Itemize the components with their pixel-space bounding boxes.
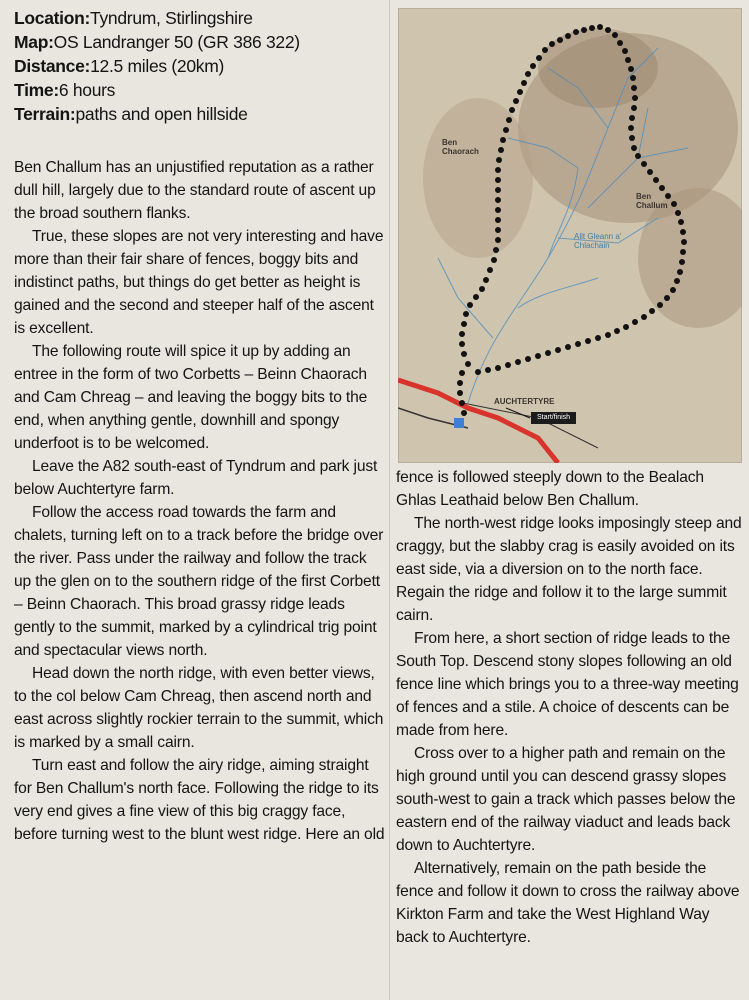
- fact-value: 12.5 miles (20km): [90, 56, 225, 76]
- route-map: [398, 8, 742, 463]
- right-column: [396, 466, 742, 996]
- fact-label: Location:: [14, 8, 91, 28]
- body-paragraph: Alternatively, remain on the path beside the fence and follow it down to cross the railway above Kirkton Farm and take the West Highland Way back to Auchtertyre.: [396, 860, 740, 946]
- route-facts: [14, 6, 386, 126]
- body-paragraph: True, these slopes are not very interesting and have more than their fair share of fences, boggy bits and indistinct paths, but things do get better as height is gained and the second and steeper half of the ascent is excellent.: [14, 228, 384, 337]
- fact-value: 6 hours: [58, 80, 116, 100]
- fact-value: OS Landranger 50 (GR 386 322): [53, 32, 300, 52]
- body-paragraph: Head down the north ridge, with even better views, to the col below Cam Chreag, then ascend north and east across slightly rockier terrain to the summit, which is marked by a small cairn.: [14, 665, 384, 751]
- fact-time: [14, 78, 386, 102]
- body-paragraph: Ben Challum has an unjustified reputation as a rather dull hill, largely due to the standard route of ascent up the broad southern flanks.: [14, 159, 376, 222]
- fact-distance: [14, 54, 386, 78]
- fact-map: [14, 30, 386, 54]
- fact-value: paths and open hillside: [75, 104, 248, 124]
- fact-value: Tyndrum, Stirlingshire: [90, 8, 253, 28]
- body-paragraph: Follow the access road towards the farm and chalets, turning left on to a track before the bridge over the river. Pass under the railway and follow the track up the glen on to the southern ridge of the first Corbett – Beinn Chaorach. This broad grassy ridge leads gently to the summit, marked by a cylindrical trig point and spectacular views north.: [14, 504, 384, 659]
- fact-location: [14, 6, 386, 30]
- body-paragraph: Turn east and follow the airy ridge, aiming straight for Ben Challum's north face. Following the ridge to its very end gives a fine view of this big craggy face, before turning west to the blunt west ridge. Here an old: [14, 757, 385, 843]
- map-label-ben-chaorach: Ben Chaorach: [442, 138, 479, 156]
- body-paragraph: Cross over to a higher path and remain on the high ground until you can descend grassy slopes south-west to gain a track which passes below the eastern end of the railway viaduct and leads back down to Auchtertyre.: [396, 745, 736, 854]
- left-column: [14, 6, 386, 996]
- map-label-auchtertyre: AUCHTERTYRE: [494, 397, 555, 406]
- route-map-graphic: [398, 8, 742, 463]
- column-divider: [389, 0, 390, 1000]
- map-label-ben-challum: Ben Challum: [636, 192, 668, 210]
- fact-label: Distance:: [14, 56, 91, 76]
- body-paragraph: The north-west ridge looks imposingly steep and craggy, but the slabby crag is easily avoided on its east side, via a diversion on to the north face. Regain the ridge and follow it to the large summit cairn.: [396, 515, 742, 624]
- map-label-allt-gleann: Allt Gleann a' Chlachain: [574, 232, 622, 250]
- fact-label: Terrain:: [14, 104, 76, 124]
- fact-label: Map:: [14, 32, 54, 52]
- body-paragraph: fence is followed steeply down to the Bealach Ghlas Leathaid below Ben Challum.: [396, 469, 704, 509]
- body-paragraph: Leave the A82 south-east of Tyndrum and park just below Auchtertyre farm.: [14, 458, 378, 498]
- fact-terrain: [14, 102, 386, 126]
- body-paragraph: From here, a short section of ridge leads to the South Top. Descend stony slopes following an old fence line which brings you to a three-way meeting of fences and a stile. A choice of descents can be made from here.: [396, 630, 739, 739]
- body-paragraph: The following route will spice it up by adding an entree in the form of two Corbetts – Beinn Chaorach and Cam Chreag – and leaving the boggy bits to the end, when anything gentle, downhill and spongy underfoot is to be welcomed.: [14, 343, 368, 452]
- fact-label: Time:: [14, 80, 59, 100]
- start-finish-marker: Start/finish: [531, 412, 576, 424]
